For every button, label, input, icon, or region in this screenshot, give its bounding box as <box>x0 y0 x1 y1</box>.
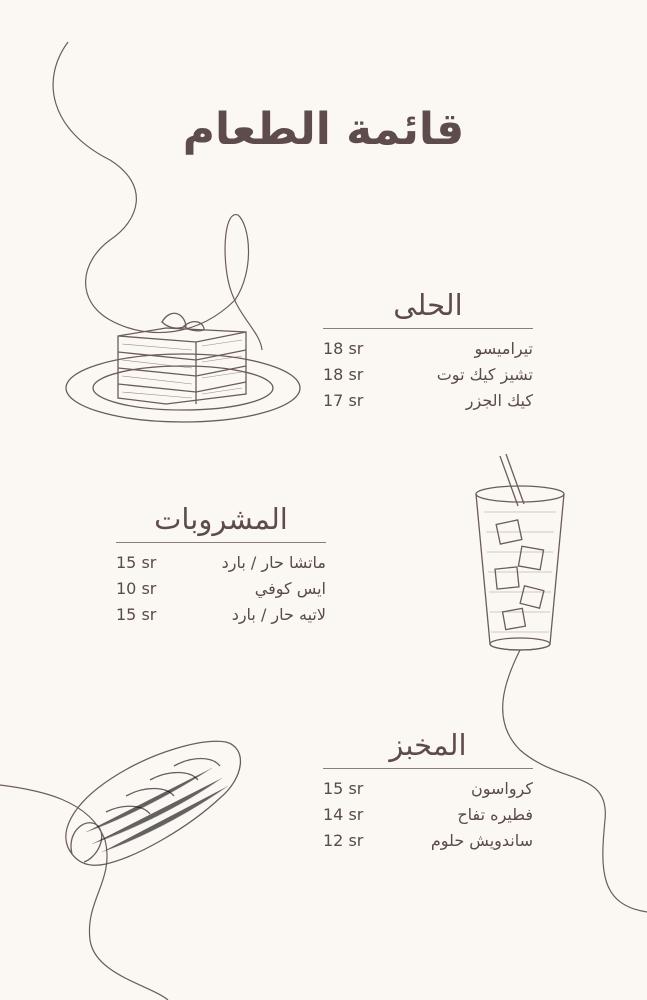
menu-item <box>116 601 326 627</box>
menu-item <box>323 827 533 853</box>
menu-title: قائمة الطعام <box>182 104 465 155</box>
item-price: 18 sr <box>323 364 364 384</box>
item-name: تيراميسو <box>474 338 533 358</box>
menu-item <box>323 801 533 827</box>
item-price: 10 sr <box>116 578 157 598</box>
menu-item <box>116 575 326 601</box>
item-name: ساندويش حلوم <box>430 830 533 850</box>
item-price: 14 sr <box>323 804 364 824</box>
item-name: كرواسون <box>470 778 533 798</box>
item-name: كيك الجزر <box>465 390 533 410</box>
item-name: ماتشا حار / بارد <box>221 552 326 572</box>
section-heading: الحلى <box>323 288 533 329</box>
item-price: 12 sr <box>323 830 364 850</box>
menu-item <box>323 387 533 413</box>
item-price: 15 sr <box>116 552 157 572</box>
item-name: تشيز كيك توت <box>436 364 533 384</box>
section-bakery <box>323 728 533 853</box>
section-desserts <box>323 288 533 413</box>
item-name: ايس كوفي <box>254 578 326 598</box>
iced-drink-illustration <box>470 452 570 658</box>
item-name: فطيره تفاح <box>457 804 533 824</box>
section-drinks <box>116 502 326 627</box>
menu-item <box>323 775 533 801</box>
item-price: 17 sr <box>323 390 364 410</box>
section-heading: المخبز <box>323 728 533 769</box>
bread-illustration <box>62 734 244 870</box>
menu-item <box>323 335 533 361</box>
menu-item <box>323 361 533 387</box>
item-price: 15 sr <box>116 604 157 624</box>
item-price: 15 sr <box>323 778 364 798</box>
section-heading: المشروبات <box>116 502 326 543</box>
item-name: لاتيه حار / بارد <box>231 604 326 624</box>
tiramisu-illustration <box>62 300 304 430</box>
menu-item <box>116 549 326 575</box>
item-price: 18 sr <box>323 338 364 358</box>
